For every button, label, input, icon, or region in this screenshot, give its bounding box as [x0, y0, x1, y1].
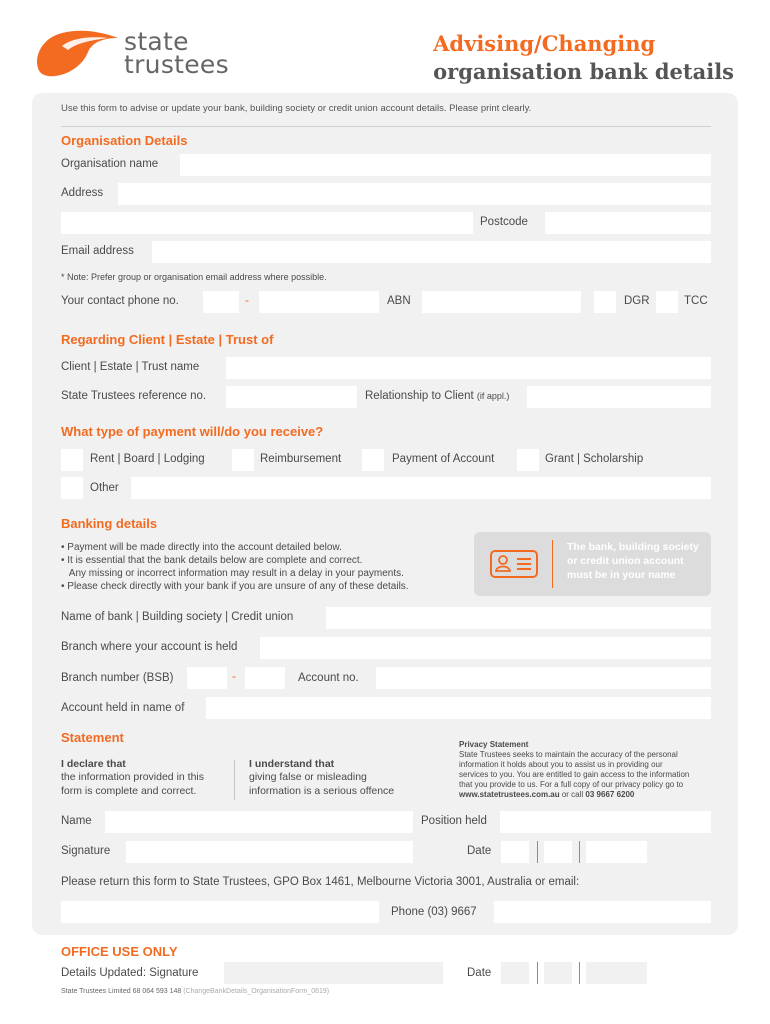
office-date-label: Date [467, 967, 492, 979]
address-input-line-1[interactable] [118, 183, 711, 205]
date-day-input[interactable] [501, 841, 529, 863]
brand-logo [32, 28, 262, 84]
office-signature-input[interactable] [224, 962, 443, 984]
relationship-label-text: Relationship to Client [365, 390, 474, 402]
declare-line: the information provided in this [61, 771, 204, 783]
office-date-month[interactable] [544, 962, 572, 984]
privacy-line: information it holds about you to assist us in providing our [459, 760, 663, 769]
signatory-name-label: Name [61, 815, 92, 827]
office-date-year[interactable] [586, 962, 647, 984]
privacy-link[interactable]: www.statetrustees.com.au [459, 790, 560, 799]
privacy-title: Privacy Statement [459, 740, 529, 749]
privacy-line: that you provide to us. For a full copy of our privacy policy go to [459, 780, 684, 789]
banking-instructions [61, 541, 409, 593]
footer-company: State Trustees Limited 68 064 593 148 [61, 988, 182, 995]
payment-account-checkbox[interactable] [362, 449, 384, 471]
privacy-line: services to you. You are entitled to gain access to the information [459, 770, 690, 779]
signature-label: Signature [61, 845, 111, 857]
page-header [0, 0, 770, 92]
orange-swoosh-logo-icon [32, 28, 122, 80]
form-title [433, 30, 734, 86]
callout-text [567, 540, 699, 582]
callout-divider [552, 540, 553, 588]
return-email-input[interactable] [61, 901, 379, 923]
account-held-label: Account held in name of [61, 702, 185, 714]
declare-heading: I declare that [61, 758, 126, 770]
position-input[interactable] [500, 811, 711, 833]
privacy-or: or call [559, 790, 586, 799]
relationship-label-note: (if appl.) [476, 391, 510, 401]
banking-heading: Banking details [61, 516, 158, 531]
payment-type-heading: What type of payment will/do you receive? [61, 424, 324, 439]
payment-reimbursement-label: Reimbursement [260, 453, 342, 465]
bsb-part-1-input[interactable] [187, 667, 227, 689]
branch-label: Branch where your account is held [61, 641, 238, 653]
office-date-input[interactable] [501, 962, 647, 984]
declare-line: form is complete and correct. [61, 785, 197, 797]
organisation-name-input[interactable] [180, 154, 711, 176]
footer-form-code: (ChangeBankDetails_OrganisationForm_0619) [183, 988, 330, 995]
intro-text: Use this form to advise or update your bank, building society or credit union account details. Please print clearly. [61, 103, 532, 114]
email-input[interactable] [152, 241, 711, 263]
payment-other-input[interactable] [131, 477, 711, 499]
payment-other-label: Other [90, 482, 119, 494]
payment-grant-label: Grant | Scholarship [545, 453, 644, 465]
address-label: Address [61, 187, 104, 199]
account-held-input[interactable] [206, 697, 711, 719]
statement-heading: Statement [61, 730, 124, 745]
privacy-line: State Trustees seeks to maintain the accuracy of the personal [459, 750, 678, 759]
dgr-checkbox[interactable] [594, 291, 616, 313]
understand-body [249, 770, 394, 798]
payment-rent-checkbox[interactable] [61, 449, 83, 471]
account-number-label: Account no. [298, 672, 359, 684]
reference-number-label: State Trustees reference no. [61, 390, 207, 402]
date-input[interactable] [501, 841, 647, 863]
bsb-label: Branch number (BSB) [61, 672, 174, 684]
account-number-input[interactable] [376, 667, 711, 689]
understand-block [249, 758, 394, 798]
bank-name-input[interactable] [326, 607, 711, 629]
bank-name-label: Name of bank | Building society | Credit union [61, 611, 294, 623]
logo-line-2: trustees [124, 50, 229, 79]
reference-number-input[interactable] [226, 386, 357, 408]
banking-bullet: • It is essential that the bank details below are complete and correct. [61, 555, 363, 566]
postcode-input[interactable] [545, 212, 711, 234]
date-separator [579, 962, 580, 984]
tcc-checkbox[interactable] [656, 291, 678, 313]
understand-heading: I understand that [249, 758, 335, 770]
payment-account-label: Payment of Account [392, 453, 495, 465]
payment-reimbursement-checkbox[interactable] [232, 449, 254, 471]
bsb-dash: - [232, 669, 236, 683]
phone-number-input[interactable] [259, 291, 379, 313]
date-year-input[interactable] [586, 841, 647, 863]
declare-body [61, 770, 204, 798]
address-input-line-2[interactable] [61, 212, 473, 234]
footer [61, 988, 329, 995]
relationship-label [365, 390, 509, 402]
callout-line: or credit union account [567, 555, 684, 567]
dgr-label: DGR [624, 295, 650, 307]
payment-grant-checkbox[interactable] [517, 449, 539, 471]
payment-other-checkbox[interactable] [61, 477, 83, 499]
phone-area-code-input[interactable] [203, 291, 239, 313]
client-name-input[interactable] [226, 357, 711, 379]
banking-bullet: • Payment will be made directly into the account detailed below. [61, 542, 342, 553]
banking-bullet: • Please check directly with your bank if you are unsure of any of these details. [61, 581, 409, 592]
understand-line: giving false or misleading [249, 771, 367, 783]
client-name-label: Client | Estate | Trust name [61, 361, 200, 373]
callout-line: The bank, building society [567, 541, 699, 553]
privacy-phone: 03 9667 6200 [585, 790, 635, 799]
bsb-part-2-input[interactable] [245, 667, 285, 689]
branch-input[interactable] [260, 637, 711, 659]
abn-label: ABN [387, 295, 411, 307]
divider [61, 126, 711, 127]
postcode-label: Postcode [480, 216, 528, 228]
date-month-input[interactable] [544, 841, 572, 863]
signatory-name-input[interactable] [105, 811, 413, 833]
relationship-input[interactable] [527, 386, 711, 408]
email-label: Email address [61, 245, 134, 257]
abn-input[interactable] [422, 291, 581, 313]
payment-rent-label: Rent | Board | Lodging [90, 453, 205, 465]
phone-dash: - [245, 293, 249, 307]
privacy-contact-line [459, 790, 719, 800]
logo-line-1: state [124, 27, 189, 56]
signature-input[interactable] [126, 841, 413, 863]
return-phone-input[interactable] [494, 901, 711, 923]
callout-line: must be in your name [567, 569, 676, 581]
organisation-name-label: Organisation name [61, 158, 159, 170]
contact-phone-label: Your contact phone no. [61, 295, 179, 307]
understand-line: information is a serious offence [249, 785, 395, 797]
office-use-heading: OFFICE USE ONLY [61, 944, 178, 959]
office-date-day[interactable] [501, 962, 529, 984]
declaration-divider [234, 760, 235, 800]
banking-bullet: Any missing or incorrect information may result in a delay in your payments. [61, 568, 404, 579]
return-instructions: Please return this form to State Trustees, GPO Box 1461, Melbourne Victoria 3001, Australia or email: [61, 876, 580, 888]
phone-text: Phone (03) 9667 [391, 906, 477, 918]
date-separator [537, 962, 538, 984]
logo-wordmark [124, 27, 229, 79]
details-updated-label: Details Updated: Signature [61, 967, 199, 979]
date-label: Date [467, 845, 492, 857]
organisation-heading: Organisation Details [61, 133, 188, 148]
tcc-label: TCC [684, 295, 708, 307]
id-card-icon [490, 550, 538, 578]
bank-account-callout [474, 532, 711, 596]
form-title-line-2: organisation bank details [433, 59, 734, 84]
date-separator [579, 841, 580, 863]
date-separator [537, 841, 538, 863]
declaration-block [61, 758, 204, 798]
privacy-statement [459, 740, 719, 800]
client-heading: Regarding Client | Estate | Trust of [61, 332, 274, 347]
form-title-line-1: Advising/Changing [433, 31, 656, 56]
position-label: Position held [421, 815, 487, 827]
email-note: * Note: Prefer group or organisation email address where possible. [61, 272, 327, 282]
